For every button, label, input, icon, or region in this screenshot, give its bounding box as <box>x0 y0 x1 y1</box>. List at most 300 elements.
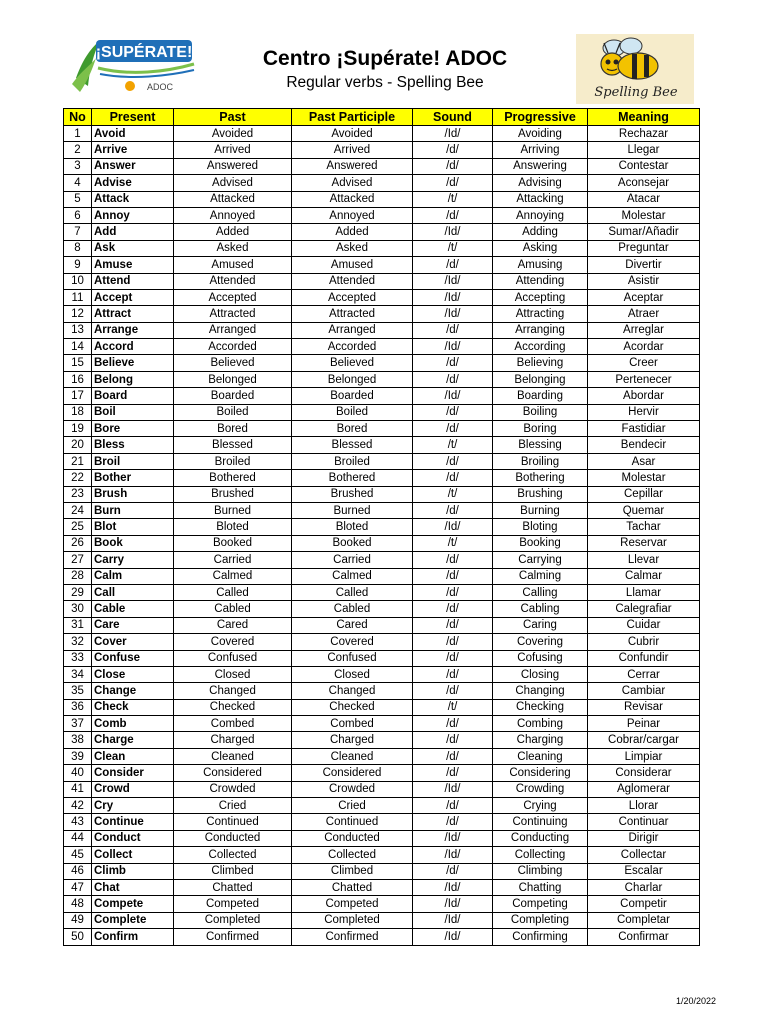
meaning-cell: Limpiar <box>588 748 700 764</box>
bee-icon <box>576 34 694 104</box>
present-cell: Annoy <box>92 207 174 223</box>
past-participle-cell: Booked <box>292 535 413 551</box>
meaning-cell: Molestar <box>588 207 700 223</box>
meaning-cell: Considerar <box>588 765 700 781</box>
present-cell: Call <box>92 584 174 600</box>
progressive-cell: Considering <box>493 765 588 781</box>
row-number: 38 <box>64 732 92 748</box>
meaning-cell: Continuar <box>588 814 700 830</box>
past-cell: Advised <box>174 175 292 191</box>
meaning-cell: Competir <box>588 896 700 912</box>
meaning-cell: Atacar <box>588 191 700 207</box>
table-row <box>64 929 700 945</box>
meaning-cell: Dirigir <box>588 830 700 846</box>
progressive-cell: Blessing <box>493 437 588 453</box>
row-number: 35 <box>64 683 92 699</box>
table-row <box>64 486 700 502</box>
logo-left-subtext: ADOC <box>146 82 174 92</box>
present-cell: Arrive <box>92 142 174 158</box>
sound-cell: /Id/ <box>413 224 493 240</box>
table-row <box>64 158 700 174</box>
meaning-cell: Cobrar/cargar <box>588 732 700 748</box>
table-row <box>64 863 700 879</box>
past-participle-cell: Arranged <box>292 322 413 338</box>
past-participle-cell: Amused <box>292 257 413 273</box>
sound-cell: /d/ <box>413 748 493 764</box>
past-participle-cell: Burned <box>292 502 413 518</box>
present-cell: Boil <box>92 404 174 420</box>
progressive-cell: Continuing <box>493 814 588 830</box>
table-row <box>64 519 700 535</box>
sound-cell: /d/ <box>413 552 493 568</box>
row-number: 16 <box>64 371 92 387</box>
meaning-cell: Rechazar <box>588 126 700 142</box>
progressive-cell: Combing <box>493 716 588 732</box>
meaning-cell: Cambiar <box>588 683 700 699</box>
row-number: 20 <box>64 437 92 453</box>
present-cell: Complete <box>92 912 174 928</box>
footer-date: 1/20/2022 <box>675 996 716 1006</box>
table-row <box>64 388 700 404</box>
meaning-cell: Asar <box>588 453 700 469</box>
table-row <box>64 765 700 781</box>
past-cell: Booked <box>174 535 292 551</box>
meaning-cell: Cubrir <box>588 634 700 650</box>
past-participle-cell: Chatted <box>292 879 413 895</box>
past-cell: Bothered <box>174 470 292 486</box>
present-cell: Confirm <box>92 929 174 945</box>
sound-cell: /Id/ <box>413 339 493 355</box>
past-cell: Completed <box>174 912 292 928</box>
sound-cell: /Id/ <box>413 929 493 945</box>
past-participle-cell: Boiled <box>292 404 413 420</box>
present-cell: Conduct <box>92 830 174 846</box>
meaning-cell: Cepillar <box>588 486 700 502</box>
past-cell: Accepted <box>174 289 292 305</box>
verbs-table <box>63 108 700 946</box>
present-cell: Crowd <box>92 781 174 797</box>
present-cell: Chat <box>92 879 174 895</box>
row-number: 14 <box>64 339 92 355</box>
present-cell: Attract <box>92 306 174 322</box>
present-cell: Bless <box>92 437 174 453</box>
past-cell: Avoided <box>174 126 292 142</box>
progressive-cell: Brushing <box>493 486 588 502</box>
superate-logo-graphic <box>70 36 196 96</box>
table-row <box>64 339 700 355</box>
past-cell: Cried <box>174 798 292 814</box>
sound-cell: /t/ <box>413 240 493 256</box>
row-number: 6 <box>64 207 92 223</box>
past-participle-cell: Belonged <box>292 371 413 387</box>
sound-cell: /Id/ <box>413 781 493 797</box>
sound-cell: /d/ <box>413 617 493 633</box>
column-header-sound: Sound <box>413 109 493 126</box>
sound-cell: /Id/ <box>413 388 493 404</box>
past-participle-cell: Continued <box>292 814 413 830</box>
past-cell: Bored <box>174 421 292 437</box>
meaning-cell: Peinar <box>588 716 700 732</box>
sound-cell: /Id/ <box>413 847 493 863</box>
present-cell: Add <box>92 224 174 240</box>
row-number: 10 <box>64 273 92 289</box>
table-row <box>64 666 700 682</box>
row-number: 17 <box>64 388 92 404</box>
past-cell: Confirmed <box>174 929 292 945</box>
table-row <box>64 322 700 338</box>
past-participle-cell: Avoided <box>292 126 413 142</box>
progressive-cell: Attracting <box>493 306 588 322</box>
present-cell: Board <box>92 388 174 404</box>
sound-cell: /d/ <box>413 650 493 666</box>
table-row <box>64 306 700 322</box>
past-cell: Called <box>174 584 292 600</box>
sound-cell: /Id/ <box>413 896 493 912</box>
sound-cell: /d/ <box>413 732 493 748</box>
progressive-cell: Caring <box>493 617 588 633</box>
sound-cell: /d/ <box>413 584 493 600</box>
past-participle-cell: Charged <box>292 732 413 748</box>
row-number: 9 <box>64 257 92 273</box>
present-cell: Compete <box>92 896 174 912</box>
sound-cell: /d/ <box>413 322 493 338</box>
table-row <box>64 191 700 207</box>
past-participle-cell: Covered <box>292 634 413 650</box>
sound-cell: /Id/ <box>413 289 493 305</box>
table-row <box>64 502 700 518</box>
progressive-cell: Believing <box>493 355 588 371</box>
page-title: Centro ¡Supérate! ADOC <box>262 47 508 70</box>
past-cell: Carried <box>174 552 292 568</box>
meaning-cell: Hervir <box>588 404 700 420</box>
table-row <box>64 650 700 666</box>
progressive-cell: Competing <box>493 896 588 912</box>
past-cell: Arranged <box>174 322 292 338</box>
present-cell: Climb <box>92 863 174 879</box>
column-header-meaning: Meaning <box>588 109 700 126</box>
meaning-cell: Completar <box>588 912 700 928</box>
past-participle-cell: Added <box>292 224 413 240</box>
present-cell: Change <box>92 683 174 699</box>
progressive-cell: Crying <box>493 798 588 814</box>
present-cell: Believe <box>92 355 174 371</box>
table-row <box>64 584 700 600</box>
present-cell: Book <box>92 535 174 551</box>
table-row <box>64 175 700 191</box>
row-number: 19 <box>64 421 92 437</box>
progressive-cell: Answering <box>493 158 588 174</box>
row-number: 36 <box>64 699 92 715</box>
table-row <box>64 421 700 437</box>
progressive-cell: Calling <box>493 584 588 600</box>
column-header-progressive: Progressive <box>493 109 588 126</box>
column-header-past: Past <box>174 109 292 126</box>
meaning-cell: Aceptar <box>588 289 700 305</box>
present-cell: Belong <box>92 371 174 387</box>
progressive-cell: Confirming <box>493 929 588 945</box>
meaning-cell: Asistir <box>588 273 700 289</box>
sound-cell: /d/ <box>413 568 493 584</box>
past-cell: Answered <box>174 158 292 174</box>
present-cell: Ask <box>92 240 174 256</box>
present-cell: Cover <box>92 634 174 650</box>
sound-cell: /d/ <box>413 207 493 223</box>
row-number: 31 <box>64 617 92 633</box>
past-cell: Annoyed <box>174 207 292 223</box>
present-cell: Avoid <box>92 126 174 142</box>
meaning-cell: Quemar <box>588 502 700 518</box>
logo-left-text: ¡SUPÉRATE! <box>95 44 193 61</box>
past-participle-cell: Considered <box>292 765 413 781</box>
row-number: 45 <box>64 847 92 863</box>
table-row <box>64 453 700 469</box>
meaning-cell: Preguntar <box>588 240 700 256</box>
progressive-cell: Boring <box>493 421 588 437</box>
past-cell: Accorded <box>174 339 292 355</box>
past-participle-cell: Brushed <box>292 486 413 502</box>
row-number: 26 <box>64 535 92 551</box>
past-participle-cell: Believed <box>292 355 413 371</box>
row-number: 37 <box>64 716 92 732</box>
progressive-cell: Amusing <box>493 257 588 273</box>
progressive-cell: Crowding <box>493 781 588 797</box>
past-cell: Belonged <box>174 371 292 387</box>
row-number: 50 <box>64 929 92 945</box>
past-cell: Attended <box>174 273 292 289</box>
present-cell: Calm <box>92 568 174 584</box>
row-number: 48 <box>64 896 92 912</box>
row-number: 11 <box>64 289 92 305</box>
past-cell: Asked <box>174 240 292 256</box>
past-cell: Blessed <box>174 437 292 453</box>
past-participle-cell: Crowded <box>292 781 413 797</box>
column-header-past-participle: Past Participle <box>292 109 413 126</box>
past-participle-cell: Answered <box>292 158 413 174</box>
past-cell: Charged <box>174 732 292 748</box>
past-participle-cell: Blessed <box>292 437 413 453</box>
present-cell: Broil <box>92 453 174 469</box>
past-participle-cell: Carried <box>292 552 413 568</box>
row-number: 27 <box>64 552 92 568</box>
progressive-cell: Burning <box>493 502 588 518</box>
table-row <box>64 896 700 912</box>
progressive-cell: Advising <box>493 175 588 191</box>
row-number: 34 <box>64 666 92 682</box>
table-row <box>64 879 700 895</box>
past-cell: Attacked <box>174 191 292 207</box>
table-row <box>64 240 700 256</box>
sound-cell: /d/ <box>413 666 493 682</box>
past-cell: Believed <box>174 355 292 371</box>
past-cell: Arrived <box>174 142 292 158</box>
past-participle-cell: Called <box>292 584 413 600</box>
sound-cell: /d/ <box>413 175 493 191</box>
meaning-cell: Llamar <box>588 584 700 600</box>
progressive-cell: Adding <box>493 224 588 240</box>
past-cell: Added <box>174 224 292 240</box>
row-number: 43 <box>64 814 92 830</box>
past-participle-cell: Collected <box>292 847 413 863</box>
present-cell: Close <box>92 666 174 682</box>
meaning-cell: Aglomerar <box>588 781 700 797</box>
past-participle-cell: Competed <box>292 896 413 912</box>
present-cell: Blot <box>92 519 174 535</box>
present-cell: Clean <box>92 748 174 764</box>
page-subtitle: Regular verbs - Spelling Bee <box>286 74 484 91</box>
past-participle-cell: Attended <box>292 273 413 289</box>
table-row <box>64 847 700 863</box>
present-cell: Attend <box>92 273 174 289</box>
progressive-cell: Broiling <box>493 453 588 469</box>
past-participle-cell: Bored <box>292 421 413 437</box>
progressive-cell: Collecting <box>493 847 588 863</box>
past-cell: Considered <box>174 765 292 781</box>
logo-right-text: Spelling Bee <box>594 85 678 100</box>
progressive-cell: Annoying <box>493 207 588 223</box>
sound-cell: /t/ <box>413 535 493 551</box>
present-cell: Confuse <box>92 650 174 666</box>
row-number: 2 <box>64 142 92 158</box>
progressive-cell: Avoiding <box>493 126 588 142</box>
past-cell: Cared <box>174 617 292 633</box>
sound-cell: /Id/ <box>413 912 493 928</box>
past-cell: Boarded <box>174 388 292 404</box>
present-cell: Collect <box>92 847 174 863</box>
past-cell: Chatted <box>174 879 292 895</box>
present-cell: Continue <box>92 814 174 830</box>
meaning-cell: Collectar <box>588 847 700 863</box>
table-row <box>64 830 700 846</box>
row-number: 42 <box>64 798 92 814</box>
row-number: 30 <box>64 601 92 617</box>
row-number: 8 <box>64 240 92 256</box>
past-cell: Broiled <box>174 453 292 469</box>
table-row <box>64 257 700 273</box>
row-number: 22 <box>64 470 92 486</box>
past-cell: Conducted <box>174 830 292 846</box>
table-row <box>64 912 700 928</box>
past-participle-cell: Confused <box>292 650 413 666</box>
sound-cell: /d/ <box>413 716 493 732</box>
row-number: 46 <box>64 863 92 879</box>
row-number: 7 <box>64 224 92 240</box>
sound-cell: /d/ <box>413 421 493 437</box>
table-row <box>64 371 700 387</box>
meaning-cell: Contestar <box>588 158 700 174</box>
meaning-cell: Calmar <box>588 568 700 584</box>
row-number: 41 <box>64 781 92 797</box>
row-number: 1 <box>64 126 92 142</box>
sound-cell: /d/ <box>413 814 493 830</box>
past-cell: Calmed <box>174 568 292 584</box>
sound-cell: /d/ <box>413 158 493 174</box>
past-cell: Closed <box>174 666 292 682</box>
progressive-cell: Charging <box>493 732 588 748</box>
past-participle-cell: Completed <box>292 912 413 928</box>
past-participle-cell: Bothered <box>292 470 413 486</box>
sound-cell: /Id/ <box>413 126 493 142</box>
present-cell: Cry <box>92 798 174 814</box>
sound-cell: /d/ <box>413 634 493 650</box>
meaning-cell: Confirmar <box>588 929 700 945</box>
past-cell: Boiled <box>174 404 292 420</box>
meaning-cell: Cuidar <box>588 617 700 633</box>
meaning-cell: Molestar <box>588 470 700 486</box>
sound-cell: /d/ <box>413 142 493 158</box>
sound-cell: /d/ <box>413 502 493 518</box>
table-row <box>64 207 700 223</box>
past-participle-cell: Bloted <box>292 519 413 535</box>
row-number: 44 <box>64 830 92 846</box>
sound-cell: /t/ <box>413 191 493 207</box>
present-cell: Answer <box>92 158 174 174</box>
meaning-cell: Llevar <box>588 552 700 568</box>
past-cell: Combed <box>174 716 292 732</box>
past-participle-cell: Accepted <box>292 289 413 305</box>
row-number: 25 <box>64 519 92 535</box>
progressive-cell: Carrying <box>493 552 588 568</box>
present-cell: Bore <box>92 421 174 437</box>
meaning-cell: Pertenecer <box>588 371 700 387</box>
sound-cell: /d/ <box>413 453 493 469</box>
sound-cell: /Id/ <box>413 519 493 535</box>
sound-cell: /d/ <box>413 404 493 420</box>
table-row <box>64 224 700 240</box>
present-cell: Accord <box>92 339 174 355</box>
past-participle-cell: Asked <box>292 240 413 256</box>
verbs-table-body <box>64 126 700 946</box>
meaning-cell: Revisar <box>588 699 700 715</box>
present-cell: Attack <box>92 191 174 207</box>
past-participle-cell: Broiled <box>292 453 413 469</box>
meaning-cell: Acordar <box>588 339 700 355</box>
progressive-cell: Covering <box>493 634 588 650</box>
past-cell: Attracted <box>174 306 292 322</box>
table-row <box>64 437 700 453</box>
past-participle-cell: Arrived <box>292 142 413 158</box>
row-number: 18 <box>64 404 92 420</box>
past-participle-cell: Cleaned <box>292 748 413 764</box>
progressive-cell: Climbing <box>493 863 588 879</box>
progressive-cell: Changing <box>493 683 588 699</box>
meaning-cell: Arreglar <box>588 322 700 338</box>
meaning-cell: Fastidiar <box>588 421 700 437</box>
progressive-cell: Attending <box>493 273 588 289</box>
table-row <box>64 552 700 568</box>
past-cell: Brushed <box>174 486 292 502</box>
past-cell: Competed <box>174 896 292 912</box>
row-number: 23 <box>64 486 92 502</box>
sound-cell: /d/ <box>413 601 493 617</box>
meaning-cell: Sumar/Añadir <box>588 224 700 240</box>
past-participle-cell: Climbed <box>292 863 413 879</box>
past-cell: Cleaned <box>174 748 292 764</box>
progressive-cell: Completing <box>493 912 588 928</box>
past-cell: Amused <box>174 257 292 273</box>
progressive-cell: Asking <box>493 240 588 256</box>
past-participle-cell: Combed <box>292 716 413 732</box>
past-participle-cell: Attracted <box>292 306 413 322</box>
past-participle-cell: Boarded <box>292 388 413 404</box>
meaning-cell: Bendecir <box>588 437 700 453</box>
row-number: 12 <box>64 306 92 322</box>
sound-cell: /Id/ <box>413 273 493 289</box>
past-cell: Burned <box>174 502 292 518</box>
past-participle-cell: Confirmed <box>292 929 413 945</box>
table-row <box>64 355 700 371</box>
table-row <box>64 568 700 584</box>
present-cell: Charge <box>92 732 174 748</box>
